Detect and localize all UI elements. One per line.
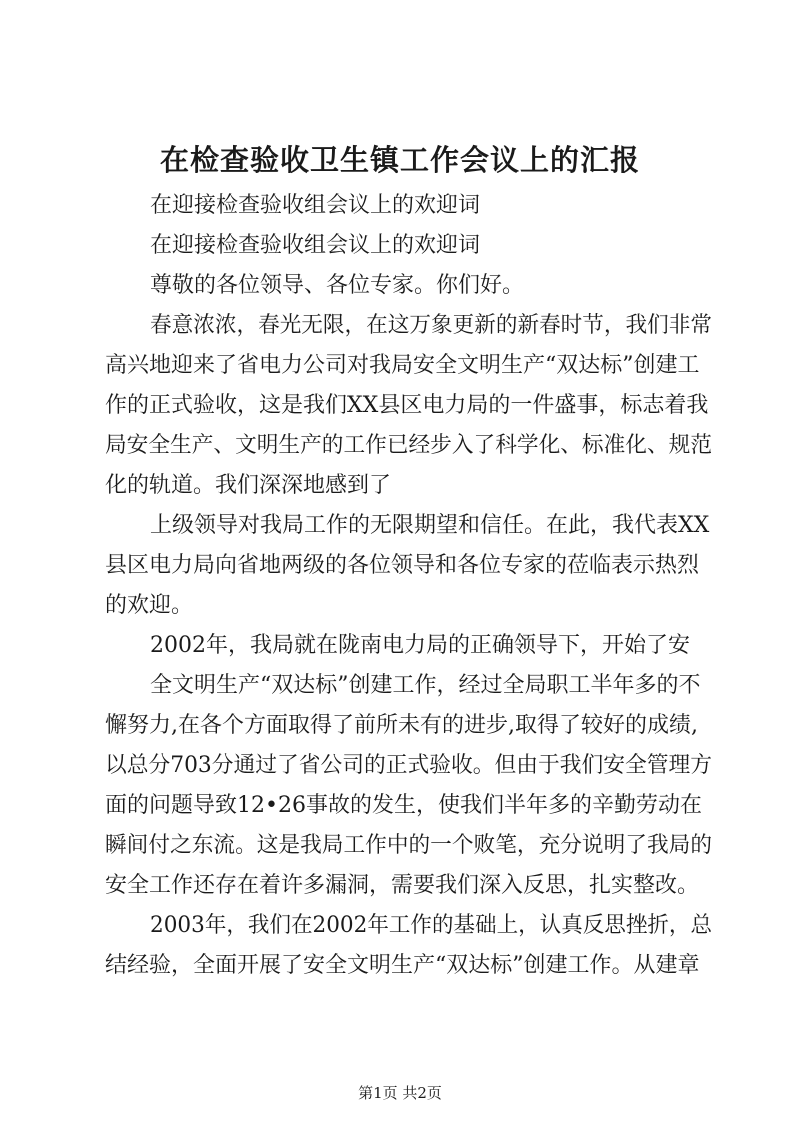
body-line: 春意浓浓，春光无限，在这万象更新的新春时节，我们非常 <box>150 313 713 338</box>
body-line: 全文明生产“双达标”创建工作，经过全局职工半年多的不 <box>150 673 701 698</box>
body-line: 在迎接检查验收组会议上的欢迎词 <box>150 233 481 258</box>
body-line: 2002年，我局就在陇南电力局的正确领导下，开始了安 <box>150 633 690 658</box>
body-line: 的欢迎。 <box>105 593 194 618</box>
body-line: 化的轨道。我们深深地感到了 <box>105 473 392 498</box>
body-line: 局安全生产、文明生产的工作已经步入了科学化、标准化、规范 <box>105 433 713 458</box>
body-line: 上级领导对我局工作的无限期望和信任。在此，我代表XX <box>150 513 710 538</box>
body-line: 瞬间付之东流。这是我局工作中的一个败笔，充分说明了我局的 <box>105 833 713 858</box>
body-line: 在迎接检查验收组会议上的欢迎词 <box>150 193 481 218</box>
body-line: 以总分703分通过了省公司的正式验收。但由于我们安全管理方 <box>105 753 713 778</box>
body-line: 2003年，我们在2002年工作的基础上，认真反思挫折，总 <box>150 913 712 938</box>
body-line: 面的问题导致12•26事故的发生，使我们半年多的辛勤劳动在 <box>105 793 702 818</box>
document-title: 在检查验收卫生镇工作会议上的汇报 <box>159 143 640 177</box>
body-line: 结经验，全面开展了安全文明生产“双达标”创建工作。从建章 <box>105 953 700 978</box>
body-line: 高兴地迎来了省电力公司对我局安全文明生产“双达标”创建工 <box>105 353 700 378</box>
page-number: 第1页 共2页 <box>358 1084 442 1102</box>
body-line: 尊敬的各位领导、各位专家。你们好。 <box>150 273 525 298</box>
body-line: 安全工作还存在着许多漏洞，需要我们深入反思，扎实整改。 <box>105 873 700 898</box>
body-line: 作的正式验收，这是我们XX县区电力局的一件盛事，标志着我 <box>105 393 709 418</box>
body-line: 懈努力,在各个方面取得了前所未有的进步,取得了较好的成绩, <box>105 713 698 738</box>
body-line: 县区电力局向省地两级的各位领导和各位专家的莅临表示热烈 <box>105 553 700 578</box>
